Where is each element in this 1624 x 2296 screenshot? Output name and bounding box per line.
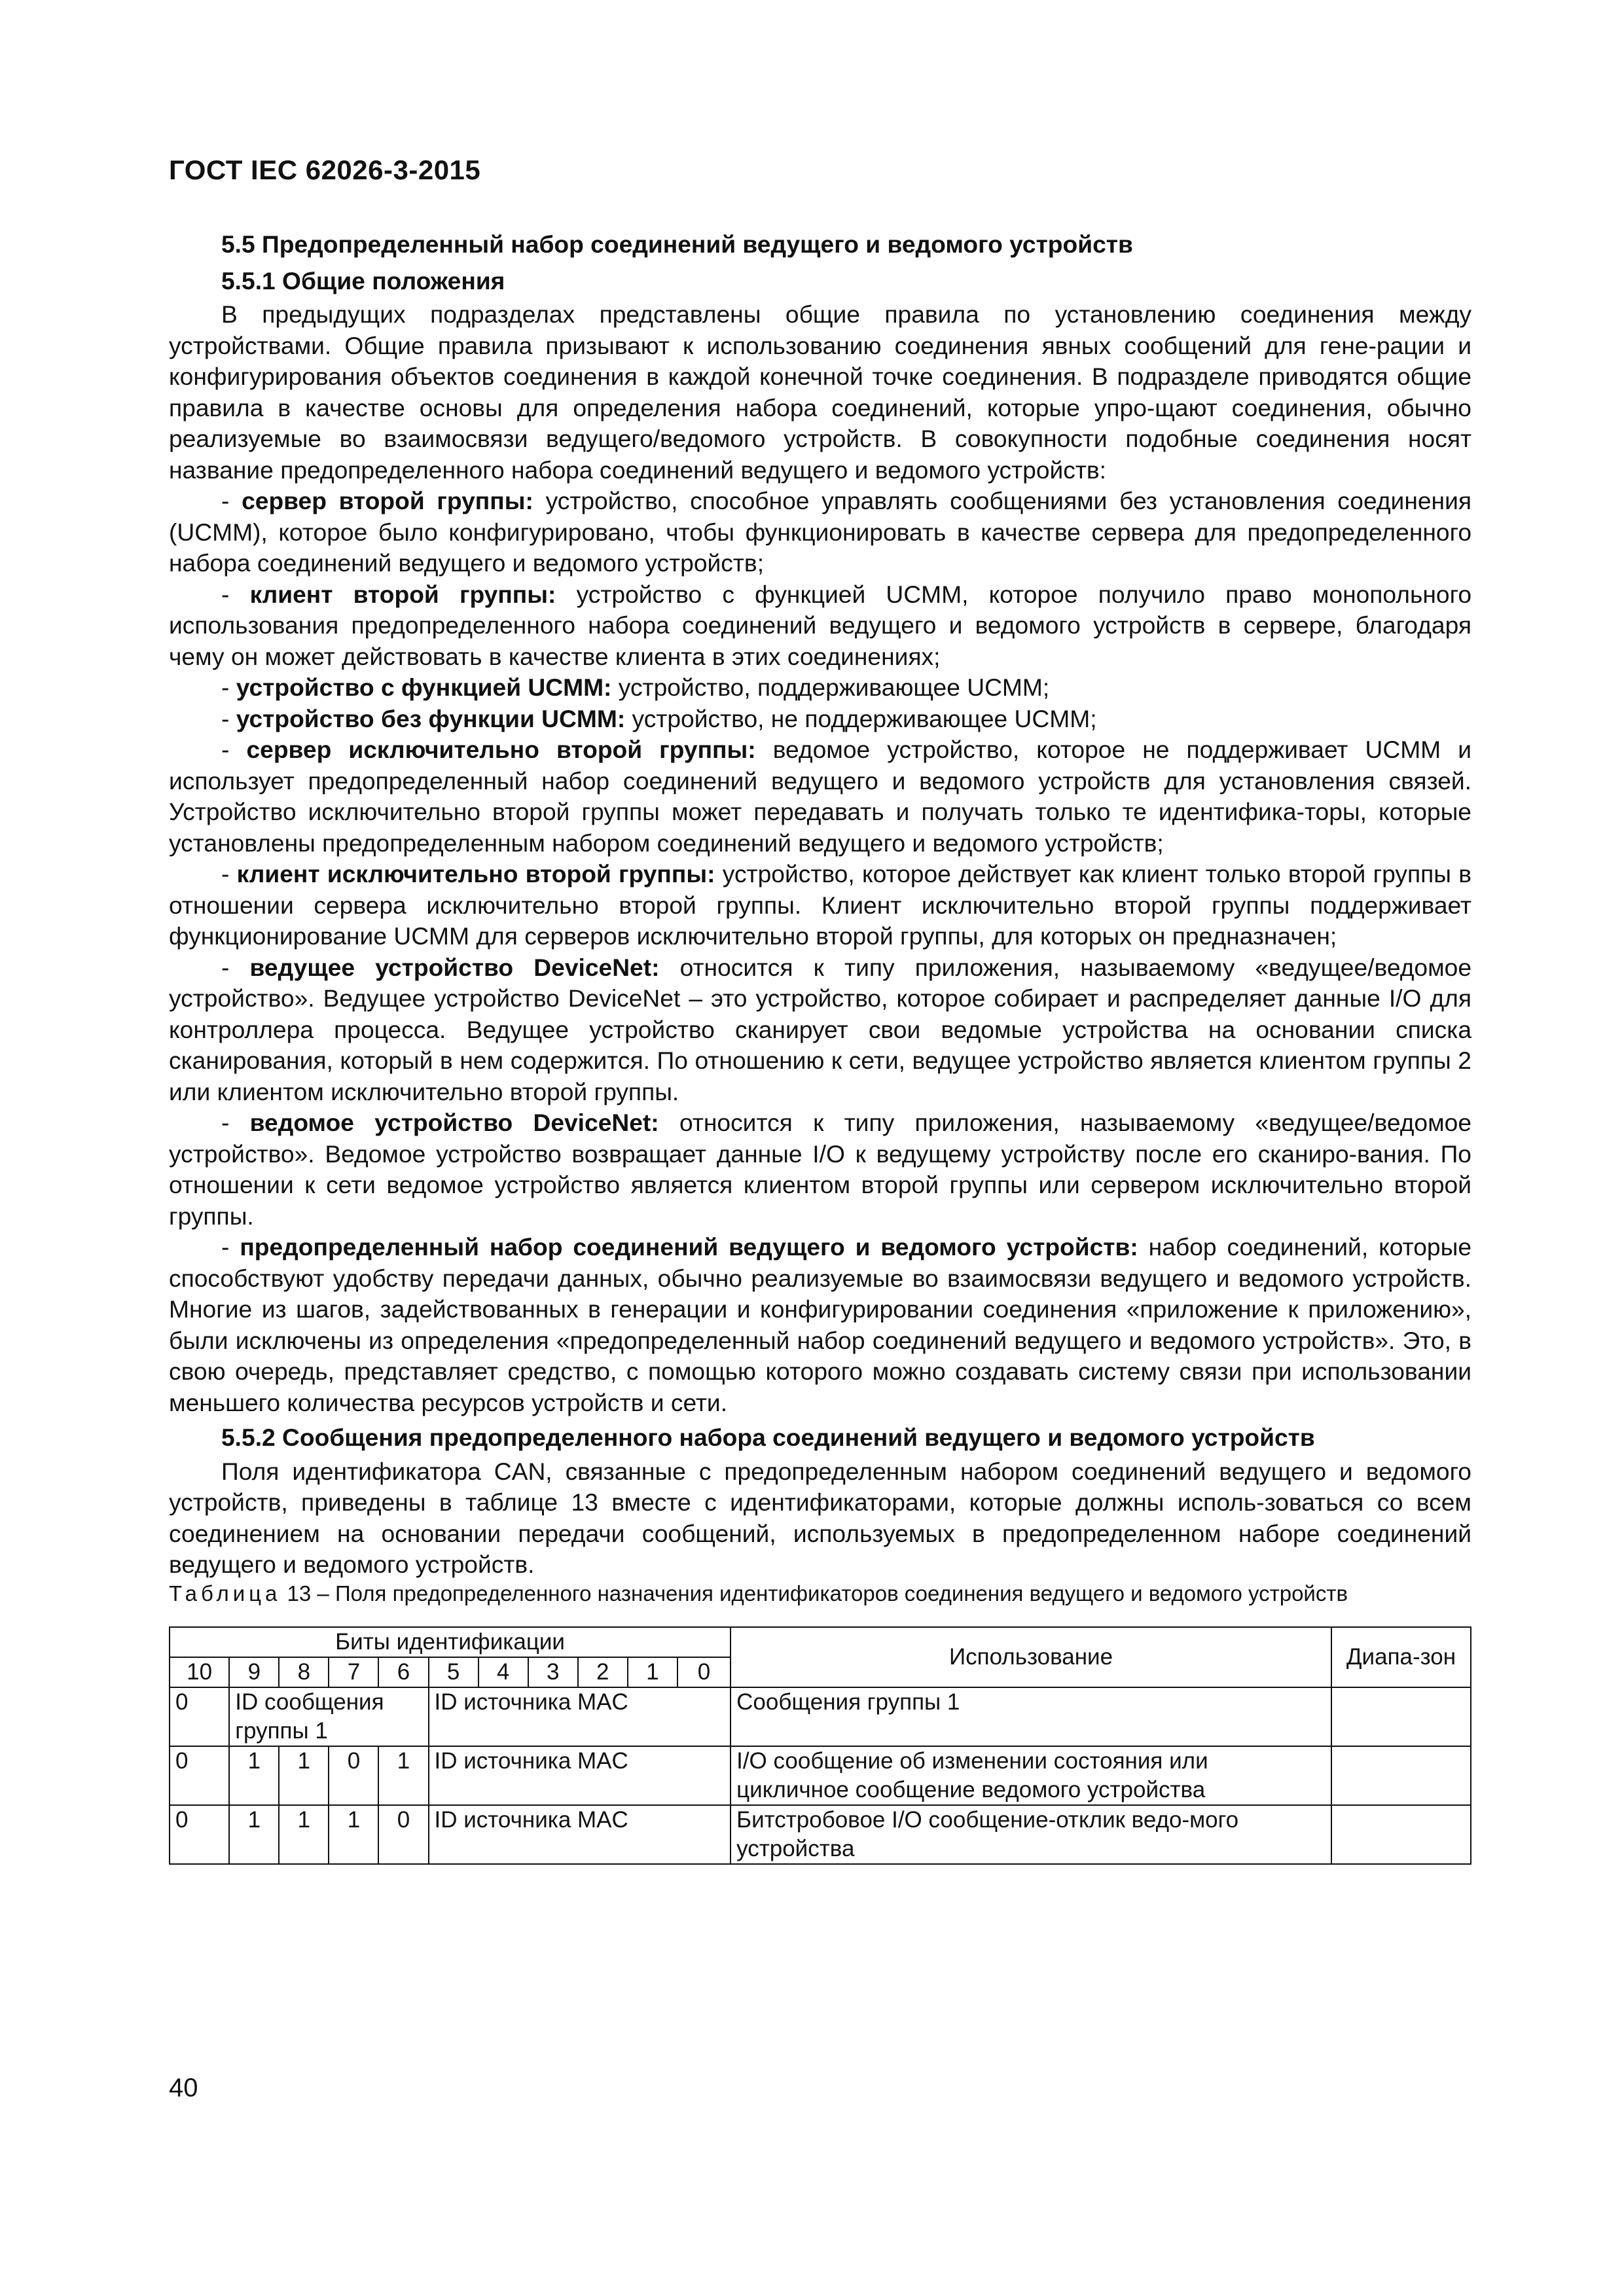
definition-item: - клиент исключительно второй группы: устройство, которое действует как клиент только второй группы в отношении сервера исключительно второй группы. Клиент исключительно второй группы поддерживает функционирование UCMM для серверов исключительно второй группы, для которых он предназначен; bbox=[169, 860, 1472, 950]
document-header: ГОСТ IEC 62026-3-2015 bbox=[169, 154, 481, 185]
bit-number: 4 bbox=[478, 1657, 528, 1687]
table-caption bbox=[169, 1581, 1471, 1607]
cell-bit10: 0 bbox=[170, 1687, 229, 1746]
cell-usage: Битстробовое I/O сообщение-отклик ведо-мого устройства bbox=[731, 1805, 1331, 1864]
definition-item: - устройство без функции UCMM: устройство, не поддерживающее UCMM; bbox=[221, 704, 1097, 732]
cell-source-mac: ID источника MAC bbox=[429, 1687, 731, 1746]
definition-text: устройство, которое действует как клиент только второй группы в отношении сервера исключительно второй группы. Клиент исключительно второй группы поддерживает функционирование UCMM для серверов исключительно второй группы, для которых он предназначен; bbox=[169, 860, 1472, 950]
cell-bit7: 0 bbox=[329, 1746, 378, 1805]
cell-bit8: 1 bbox=[279, 1746, 329, 1805]
definition-term: устройство с функцией UCMM: bbox=[236, 673, 612, 701]
intro-paragraph: В предыдущих подразделах представлены общие правила по установлению соединения между устройствами. Общие правила призывают к использованию соединения явных сообщений для гене-рации и конфигурирования объектов соединения в каждой конечной точке соединения. В подразделе приводятся общие правила в качестве основы для определения набора соединений, которые упро-щают соединения, обычно реализуемые во взаимосвязи ведущего/ведомого устройств. В совокупности подобные соединения носят название предопределенного набора соединений ведущего и ведомого устройств: bbox=[169, 300, 1471, 484]
definition-term: ведущее устройство DeviceNet: bbox=[249, 953, 660, 981]
bit-number: 6 bbox=[378, 1657, 428, 1687]
bit-number: 10 bbox=[170, 1657, 229, 1687]
cell-bit8: 1 bbox=[279, 1805, 329, 1864]
definition-term: сервер второй группы: bbox=[242, 487, 533, 514]
cell-bit9: 1 bbox=[229, 1746, 279, 1805]
bit-number: 9 bbox=[229, 1657, 279, 1687]
definition-term: ведомое устройство DeviceNet: bbox=[249, 1109, 659, 1136]
section-5-5-title: 5.5 Предопределенный набор соединений ведущего и ведомого устройств bbox=[221, 230, 1133, 258]
definition-text: ведомое устройство, которое не поддерживает UCMM и использует предопределенный набор соединений ведущего и ведомого устройств для установления связей. Устройство исключительно второй группы может передавать и получать только те идентифика-торы, которые установлены предопределенным набором соединений ведущего и ведомого устройств; bbox=[169, 736, 1471, 857]
definition-item: - сервер второй группы: устройство, способное управлять сообщениями без установления соединения (UCMM), которое было конфигурировано, чтобы функционировать в качестве сервера для предопределенного набора соединений ведущего и ведомого устройств; bbox=[169, 487, 1471, 577]
cell-usage: Сообщения группы 1 bbox=[731, 1687, 1331, 1746]
definition-text: относится к типу приложения, называемому «ведущее/ведомое устройство». Ведущее устройство DeviceNet – это устройство, которое собирает и распределяет данные I/O для контроллера процесса. Ведущее устройство сканирует свои ведомые устройства на основании списка сканирования, который в нем содержится. По отношению к сети, ведущее устройство является клиентом группы 2 или клиентом исключительно второй группы. bbox=[169, 953, 1472, 1105]
table-caption-text: 13 – Поля предопределенного назначения идентификаторов соединения ведущего и ведомого устройств bbox=[281, 1581, 1348, 1605]
cell-range bbox=[1331, 1746, 1471, 1805]
cell-bit10: 0 bbox=[170, 1746, 229, 1805]
bit-number: 7 bbox=[329, 1657, 378, 1687]
cell-message-id: ID сообщения группы 1 bbox=[229, 1687, 428, 1746]
definition-term: клиент второй группы: bbox=[249, 580, 556, 608]
definition-text: устройство, способное управлять сообщениями без установления соединения (UCMM), которое было конфигурировано, чтобы функционировать в качестве сервера для предопределенного набора соединений ведущего и ведомого устройств; bbox=[169, 487, 1471, 577]
cell-bit10: 0 bbox=[170, 1805, 229, 1864]
table-header-row bbox=[170, 1627, 1471, 1657]
definition-item: - ведомое устройство DeviceNet: относится к типу приложения, называемому «ведущее/ведомое устройство». Ведомое устройство возвращает данные I/O к ведущему устройству после его сканиро-вания. По отношении к сети ведомое устройство является клиентом второй группы или сервером исключительно второй группы. bbox=[169, 1109, 1472, 1230]
definition-item: - клиент второй группы: устройство с функцией UCMM, которое получило право монопольного использования предопределенного набора соединений ведущего и ведомого устройств в сервере, благодаря чему он может действовать в качестве клиента в этих соединениях; bbox=[169, 580, 1472, 670]
definition-text: относится к типу приложения, называемому «ведущее/ведомое устройство». Ведомое устройство возвращает данные I/O к ведущему устройству после его сканиро-вания. По отношении к сети ведомое устройство является клиентом второй группы или сервером исключительно второй группы. bbox=[169, 1109, 1472, 1230]
header-range: Диапа-зон bbox=[1331, 1627, 1471, 1687]
cell-bit6: 1 bbox=[378, 1746, 428, 1805]
section-5-5-1-title: 5.5.1 Общие положения bbox=[221, 266, 505, 295]
cell-usage: I/O сообщение об изменении состояния или цикличное сообщение ведомого устройства bbox=[731, 1746, 1331, 1805]
page-content bbox=[169, 229, 1471, 1865]
definition-text: устройство, не поддерживающее UCMM; bbox=[625, 704, 1097, 732]
cell-bit9: 1 bbox=[229, 1805, 279, 1864]
definition-text: набор соединений, которые способствуют удобству передачи данных, обычно реализуемые во взаимосвязи ведущего и ведомого устройств. Многие из шагов, задействованных в генерации и конфигурировании соединения «приложение к приложению», были исключены из определения «предопределенный набор соединений ведущего и ведомого устройств». Это, в свою очередь, представляет средство, с помощью которого можно создавать систему связи при использовании меньшего количества ресурсов устройств и сети. bbox=[169, 1233, 1472, 1416]
table-row bbox=[170, 1746, 1471, 1805]
bit-number: 0 bbox=[677, 1657, 731, 1687]
cell-source-mac: ID источника MAC bbox=[429, 1805, 731, 1864]
bit-number: 2 bbox=[578, 1657, 628, 1687]
definition-text: устройство с функцией UCMM, которое получило право монопольного использования предопределенного набора соединений ведущего и ведомого устройств в сервере, благодаря чему он может действовать в качестве клиента в этих соединениях; bbox=[169, 580, 1472, 670]
bit-number: 1 bbox=[628, 1657, 677, 1687]
cell-bit6: 0 bbox=[378, 1805, 428, 1864]
cell-source-mac: ID источника MAC bbox=[429, 1746, 731, 1805]
header-usage: Использование bbox=[731, 1627, 1331, 1687]
definition-item: - устройство с функцией UCMM: устройство, поддерживающее UCMM; bbox=[221, 673, 1050, 701]
definition-term: клиент исключительно второй группы: bbox=[236, 860, 715, 888]
definition-item: - ведущее устройство DeviceNet: относится к типу приложения, называемому «ведущее/ведомое устройство». Ведущее устройство DeviceNet – это устройство, которое собирает и распределяет данные I/O для контроллера процесса. Ведущее устройство сканирует свои ведомые устройства на основании списка сканирования, который в нем содержится. По отношению к сети, ведущее устройство является клиентом группы 2 или клиентом исключительно второй группы. bbox=[169, 953, 1472, 1105]
section-5-5-2-title: 5.5.2 Сообщения предопределенного набора соединений ведущего и ведомого устройств bbox=[221, 1424, 1315, 1451]
bit-number: 3 bbox=[528, 1657, 578, 1687]
bit-number: 5 bbox=[429, 1657, 478, 1687]
page-number: 40 bbox=[169, 2073, 198, 2102]
definition-term: сервер исключительно второй группы: bbox=[246, 736, 756, 763]
definition-text: устройство, поддерживающее UCMM; bbox=[611, 673, 1050, 701]
header-bits: Биты идентификации bbox=[170, 1627, 731, 1657]
definition-item: - сервер исключительно второй группы: ведомое устройство, которое не поддерживает UCMM и использует предопределенный набор соединений ведущего и ведомого устройств для установления связей. Устройство исключительно второй группы может передавать и получать только те идентифика-торы, которые установлены предопределенным набором соединений ведущего и ведомого устройств; bbox=[169, 736, 1471, 857]
table-caption-label: Таблица bbox=[169, 1581, 281, 1605]
identifier-table bbox=[169, 1626, 1471, 1865]
bit-number: 8 bbox=[279, 1657, 329, 1687]
definition-term: предопределенный набор соединений ведущего и ведомого устройств: bbox=[240, 1233, 1138, 1261]
cell-range bbox=[1331, 1687, 1471, 1746]
section-5-5-2-paragraph: Поля идентификатора CAN, связанные с предопределенным набором соединений ведущего и ведомого устройств, приведены в таблице 13 вместе с идентификаторами, которые должны исполь-зоваться со всем соединением на основании передачи сообщений, используемых в предопределенном наборе соединений ведущего и ведомого устройств. bbox=[169, 1457, 1471, 1578]
cell-bit7: 1 bbox=[329, 1805, 378, 1864]
definition-term: устройство без функции UCMM: bbox=[236, 704, 626, 732]
table-row bbox=[170, 1805, 1471, 1864]
cell-range bbox=[1331, 1805, 1471, 1864]
table-row bbox=[170, 1687, 1471, 1746]
definition-item: - предопределенный набор соединений ведущего и ведомого устройств: набор соединений, которые способствуют удобству передачи данных, обычно реализуемые во взаимосвязи ведущего и ведомого устройств. Многие из шагов, задействованных в генерации и конфигурировании соединения «приложение к приложению», были исключены из определения «предопределенный набор соединений ведущего и ведомого устройств». Это, в свою очередь, представляет средство, с помощью которого можно создавать систему связи при использовании меньшего количества ресурсов устройств и сети. bbox=[169, 1233, 1472, 1416]
